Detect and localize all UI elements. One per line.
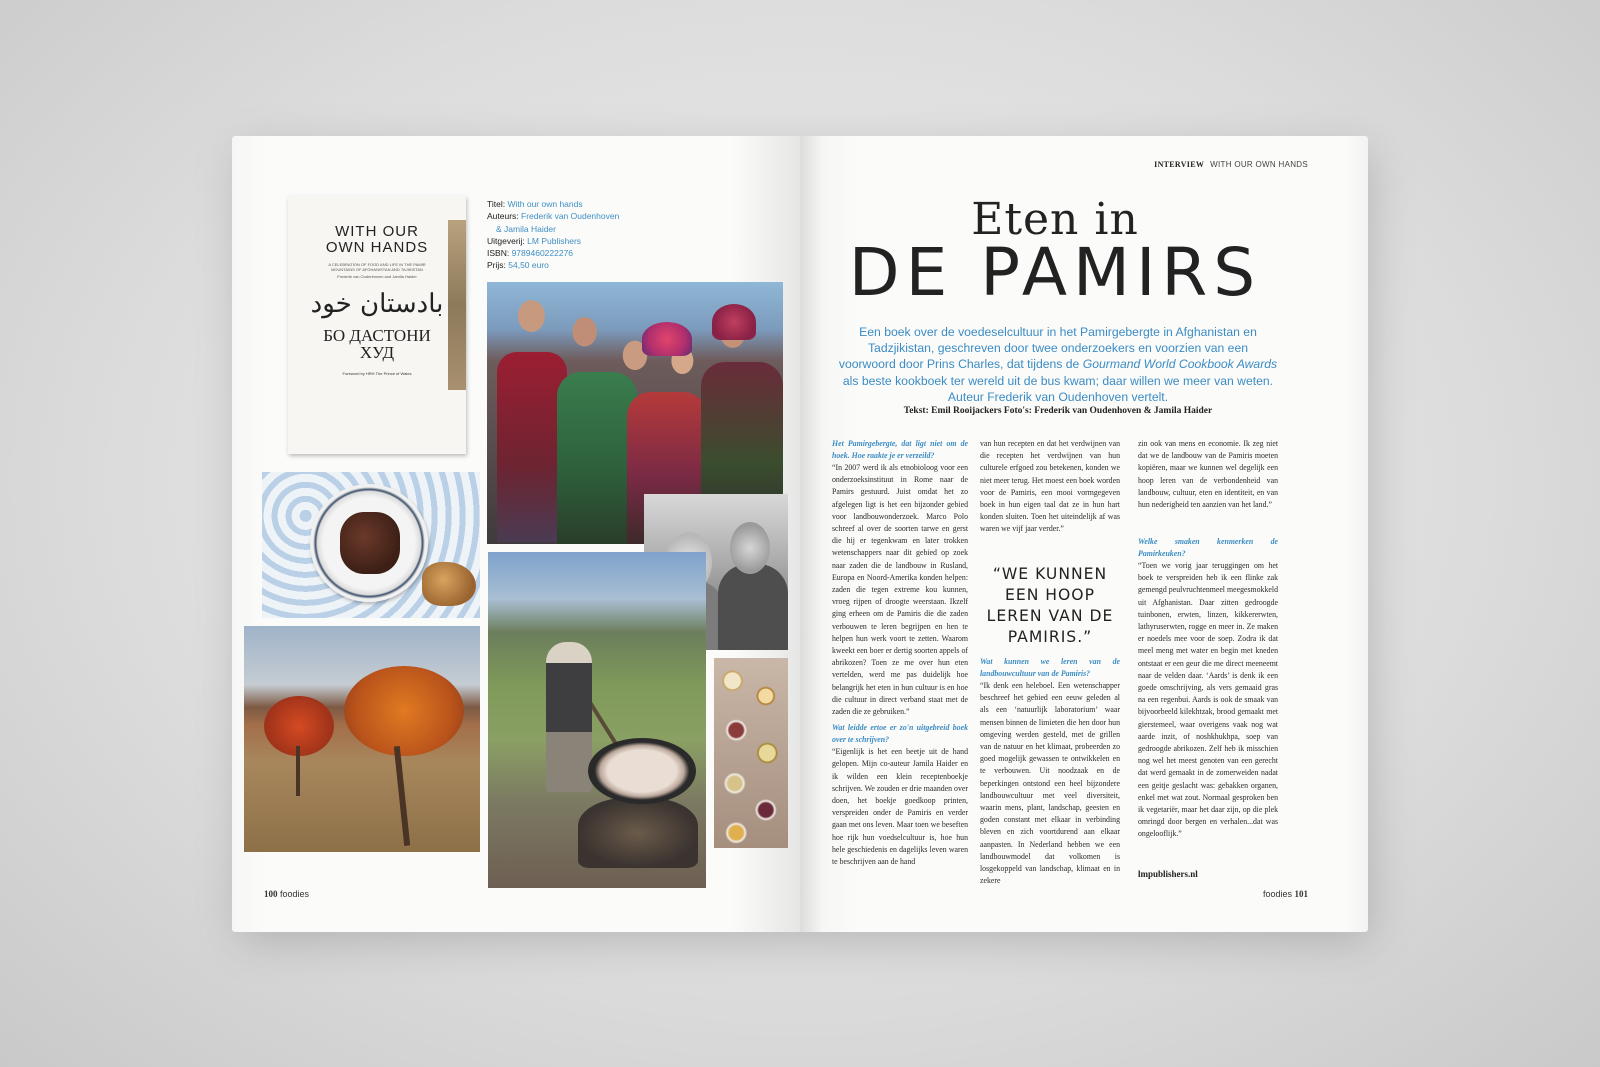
headline-top: Eten in <box>971 194 1139 245</box>
headline-bottom: DE PAMIRS <box>848 234 1262 311</box>
magazine-name-left: foodies <box>280 889 310 899</box>
authors-label: Auteurs: <box>487 211 519 222</box>
folio-left <box>264 889 309 899</box>
publisher-value: LM Publishers <box>527 235 582 246</box>
price-value: 54,50 euro <box>508 260 549 271</box>
book-cover <box>288 196 466 454</box>
question-3: Wat kunnen we leren van de landbouwcultuur van de Pamiris? <box>980 657 1120 678</box>
title-value: With our own hands <box>507 199 583 209</box>
left-page <box>232 136 800 932</box>
section-subtitle: WITH OUR OWN HANDS <box>1210 160 1308 169</box>
cover-subtitle: A CELEBRATION OF FOOD AND LIFE IN THE PAMIR MOUNTAINS OF AFGHANISTAN AND TAJIKISTAN <box>328 262 426 272</box>
page-number-left: 100 <box>264 889 278 899</box>
question-1: Het Pamirgebergte, dat ligt niet om de hoek. Hoe raakte je er verzeild? <box>832 439 968 460</box>
column-2-bottom <box>980 656 1120 891</box>
lead-part-1: Een boek over de voedeselcultuur in het Pamirgebergte in Afghanistan en Tadzjikistan, geschreven door twee onderzoekers en voorzien van een voorwoord door Prins Charles, dat tijdens de <box>838 325 1257 372</box>
folio-right <box>1263 889 1308 899</box>
authors-value-2: & Jamila Haider <box>496 223 556 234</box>
answer-3-continued: zin ook van mens en economie. Ik zeg niet dat we de landbouw van de Pamiris moeten kopiëren, maar we kunnen wel degelijk een hoop leren van de verbondenheid van landbouw, cultuur, eten en identiteit, en van hun nederigheid ten aanzien van het land.” <box>1138 439 1278 510</box>
cover-cyrillic-title: БО ДАСТОНИ ХУД <box>323 326 431 362</box>
answer-2-continued: van hun recepten en dat het verdwijnen van die recepten het verdwijnen van hun culturele erfgoed zou betekenen, konden we niet meer terug. Het moest een boek worden voor de Pamiris, een mooi vormgegeven boek in hun eigen taal dat ze in hun hart konden sluiten. Toen het uiteindelijk af was waren we vijf jaar verder.” <box>980 439 1120 534</box>
section-label: INTERVIEW <box>1154 160 1205 169</box>
isbn-label: ISBN: <box>487 248 510 259</box>
photo-table-dishes <box>714 658 788 848</box>
column-3-bottom <box>1138 536 1278 845</box>
column-2-top <box>980 438 1120 540</box>
lead-part-2: als beste kookboek ter wereld uit de bus kwam; daar willen we meer van weten. Auteur Frederik van Oudenhoven vertelt. <box>842 373 1274 404</box>
isbn-value: 9789460222276 <box>511 248 574 259</box>
answer-3: “Ik denk een heleboel. Een wetenschapper beschreef het gebied een eeuw geleden al als een ‘natuurlijk laboratorium’ waar mensen binnen de limieten die hen door hun omgeving werden gesteld, met de grillen van de natuur en het klimaat, probeerden zo goed mogelijk gewassen te ontwikkelen en te verbouwen. Uit noodzaak en de beperkingen ontstond een heel bijzondere landbouwcultuur met veel diversiteit, waarin mens, plant, landschap, geesten en goden constant met elkaar in verbinding bleven en zich voortdurend aan elkaar aanpasten. In Nederland hebben we een landbouwmodel dat volkomen is losgekoppeld van landschap, klimaat en in zekere <box>980 681 1120 886</box>
cover-foreword: Foreword by HRH The Prince of Wales <box>342 371 412 376</box>
lead-paragraph <box>838 324 1278 405</box>
publisher-website: lmpublishers.nl <box>1138 869 1198 879</box>
cover-photo-strip <box>448 220 466 390</box>
answer-4: “Toen we vorig jaar teruggingen om het boek te verspreiden heb ik een flinke zak gemengd peulvruchtenmeel meegesmokkeld uit Afghanistan. Daar zitten gedroogde tuinbonen, erwten, linzen, kikkererwten, lathyruserwten, rogge en meer in. Ze maken er noedels mee voor de soep. Zodra ik dat meel meng met water en begin met kneden ontstaat er een geur die me direct meeneemt naar de velden daar. ‘Aards’ is denk ik een goede omschrijving, als vers gemaaid gras na een regenbui. Aards is ook de smaak van bijvoorbeeld kilekhtzak, brood gemaakt met gierstemeel, waar overigens vaak nog wat aarde inzit, of noshkhukhpa, soep van gedroogde abrikozen. Zelf heb ik misschien nog wel het meest genoten van een gerecht dat werd gemaakt in de zomerweiden nadat een geitje geslacht was: gebakken organen, enkel met wat zout. Normaal gesproken ben ik vegetariër, maar het daar zijn, op die plek omringd door bergen en verhalen...dat was ongelooflijk.” <box>1138 561 1278 839</box>
column-3-top <box>1138 438 1278 515</box>
right-page <box>800 136 1368 932</box>
credits: Tekst: Emil Rooijackers Foto's: Frederik van Oudenhoven & Jamila Haider <box>903 406 1213 416</box>
cover-authors: Frederik van Oudenhoven and Jamila Haider <box>337 274 417 279</box>
photo-cooking <box>488 552 706 888</box>
pull-quote: “WE KUNNEN EEN HOOP LEREN VAN DE PAMIRIS.” <box>986 565 1114 646</box>
publisher-label: Uitgeverij: <box>487 235 525 246</box>
answer-2: “Eigenlijk is het een beetje uit de hand gelopen. Mijn co-auteur Jamila Haider en ik wilden een klein receptenboekje schrijven. We zouden er drie maanden over doen, het boekje goedkoop printen, verspreiden onder de Pamiris en verder gaan met ons leven. Maar toen we beseften hoe rijk hun voedselcultuur is, hoe hun hele geschiedenis en dagelijks leven waren te beschrijven aan de hand <box>832 747 968 867</box>
magazine-name-right: foodies <box>1262 889 1292 899</box>
section-tag <box>1154 160 1308 169</box>
cover-title: WITH OUR OWN HANDS <box>325 223 429 256</box>
column-1 <box>832 438 968 872</box>
title-label: Titel: <box>487 199 506 209</box>
answer-1: “In 2007 werd ik als etnobioloog voor een onderzoeksinstituut in Rome naar de Pamirs gestuurd. Juist omdat het zo afgelegen ligt is het een bijzonder gebied voor landbouwonderzoek. Marco Polo schreef al over de soorten tarwe en gerst die hij er tegenkwam en later trokken wetenschappers naar dit gebied op zoek naar zaden die de landbouw in Rusland, Europa en Noord-Amerika konden helpen: zaden die tegen extreme kou kunnen, vroeg rijpen of droogte weerstaan. Ikzelf ging erheen om de Pamiris die die zaden verbouwen te leren begrijpen en hen te helpen hun werk voort te zetten. Waarom kweekt een boer er dertig soorten appels of abrikozen? Toen ze me over hun eten vertelden, werd me pas duidelijk hoe belangrijk het eten in hun cultuur is en hoe die cultuur in direct verband staat met de zaden die ze gebruiken.” <box>832 463 968 717</box>
lead-italic: Gourmand World Cookbook Awards <box>1082 357 1278 372</box>
authors-value: Frederik van Oudenhoven <box>521 211 620 222</box>
price-label: Prijs: <box>487 260 506 271</box>
photo-dish <box>262 472 480 618</box>
cover-persian-title: بادستان خود <box>310 289 444 319</box>
page-number-right: 101 <box>1294 889 1308 899</box>
photo-autumn-trees <box>244 626 480 852</box>
book-info <box>487 198 619 272</box>
question-4: Welke smaken kenmerken de Pamirkeuken? <box>1138 537 1278 558</box>
question-2: Wat leidde ertoe er zo'n uitgebreid boek over te schrijven? <box>832 723 968 745</box>
